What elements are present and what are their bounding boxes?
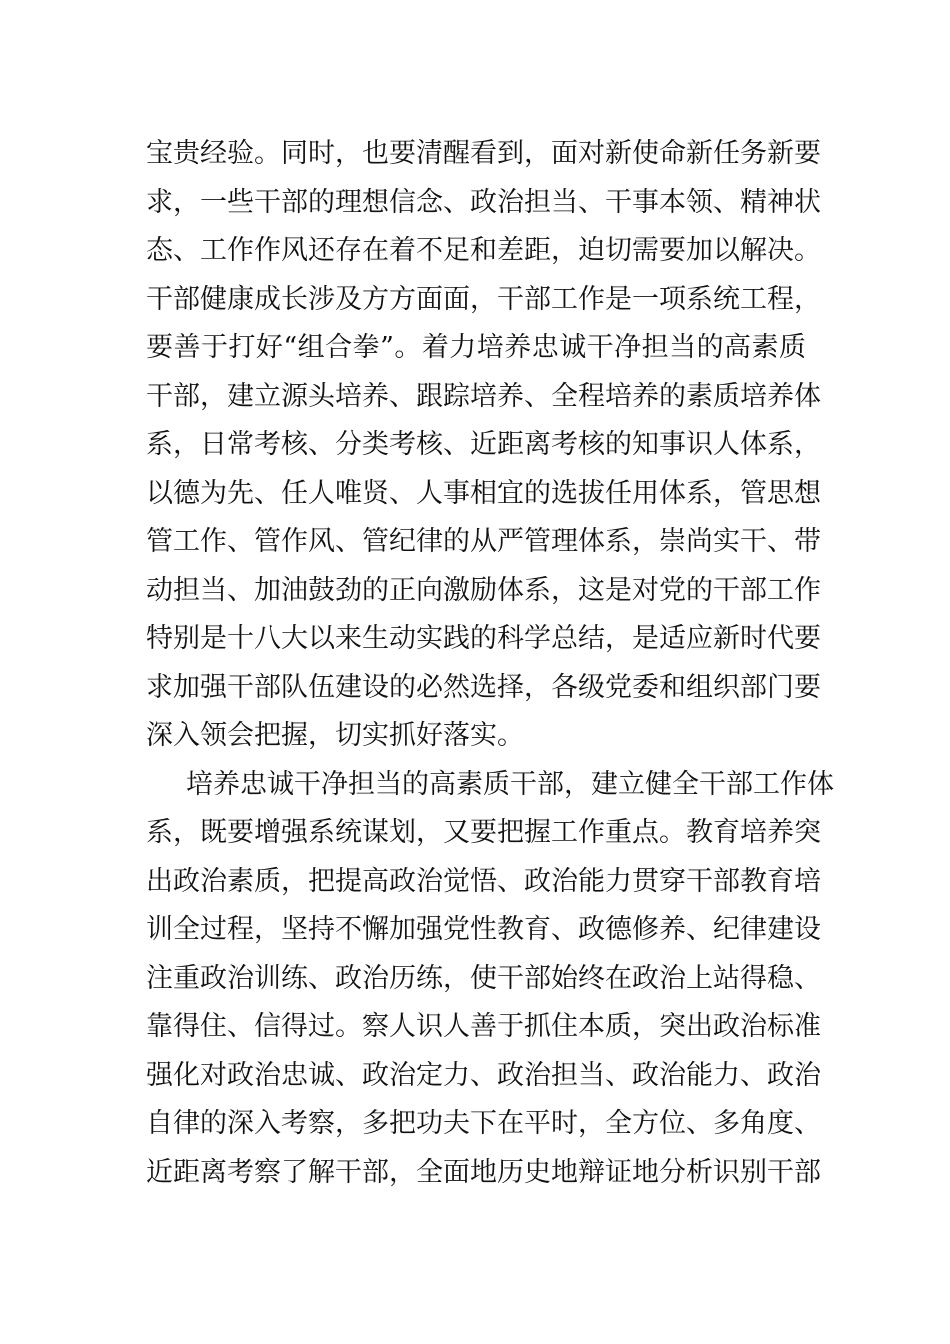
text-line: 深入领会把握，切实抓好落实。 — [146, 720, 524, 751]
text-line: 自律的深入考察，多把功夫下在平时，全方位、多角度、 — [146, 1108, 821, 1139]
text-line: 出政治素质，把提高政治觉悟、政治能力贯穿干部教育培 — [146, 865, 821, 897]
text-line: 要善于打好“组合拳”。着力培养忠诚干净担当的高素质 — [146, 332, 806, 363]
text-line: 态、工作作风还存在着不足和差距，迫切需要加以解决。 — [146, 235, 821, 266]
text-line: 近距离考察了解干部，全面地历史地辩证地分析识别干部 — [146, 1156, 821, 1188]
document-body — [146, 130, 834, 1197]
text-line: 特别是十八大以来生动实践的科学总结，是适应新时代要 — [146, 623, 821, 654]
paragraph-1 — [146, 130, 821, 761]
text-line: 训全过程，坚持不懈加强党性教育、政德修养、纪律建设 — [146, 914, 821, 945]
text-line: 系，日常考核、分类考核、近距离考核的知事识人体系， — [146, 429, 821, 460]
text-line: 系，既要增强系统谋划，又要把握工作重点。教育培养突 — [146, 817, 821, 848]
text-line: 培养忠诚干净担当的高素质干部，建立健全干部工作体 — [186, 768, 834, 800]
text-line: 管工作、管作风、管纪律的从严管理体系，崇尚实干、带 — [146, 526, 821, 557]
text-line: 干部，建立源头培养、跟踪培养、全程培养的素质培养体 — [146, 380, 821, 412]
text-line: 干部健康成长涉及方方面面，干部工作是一项系统工程， — [146, 283, 821, 315]
text-line: 以德为先、任人唯贤、人事相宜的选拔任用体系，管思想 — [146, 477, 821, 509]
text-line: 求加强干部队伍建设的必然选择，各级党委和组织部门要 — [146, 671, 821, 703]
text-line: 强化对政治忠诚、政治定力、政治担当、政治能力、政治 — [146, 1059, 821, 1091]
text-line: 宝贵经验。同时，也要清醒看到，面对新使命新任务新要 — [146, 138, 821, 169]
text-line: 求，一些干部的理想信念、政治担当、干事本领、精神状 — [146, 186, 821, 218]
paragraph-2 — [146, 761, 834, 1198]
text-line: 动担当、加油鼓劲的正向激励体系，这是对党的干部工作 — [146, 574, 821, 606]
text-line: 靠得住、信得过。察人识人善于抓住本质，突出政治标准 — [146, 1011, 821, 1042]
text-line: 注重政治训练、政治历练，使干部始终在政治上站得稳、 — [146, 962, 821, 994]
